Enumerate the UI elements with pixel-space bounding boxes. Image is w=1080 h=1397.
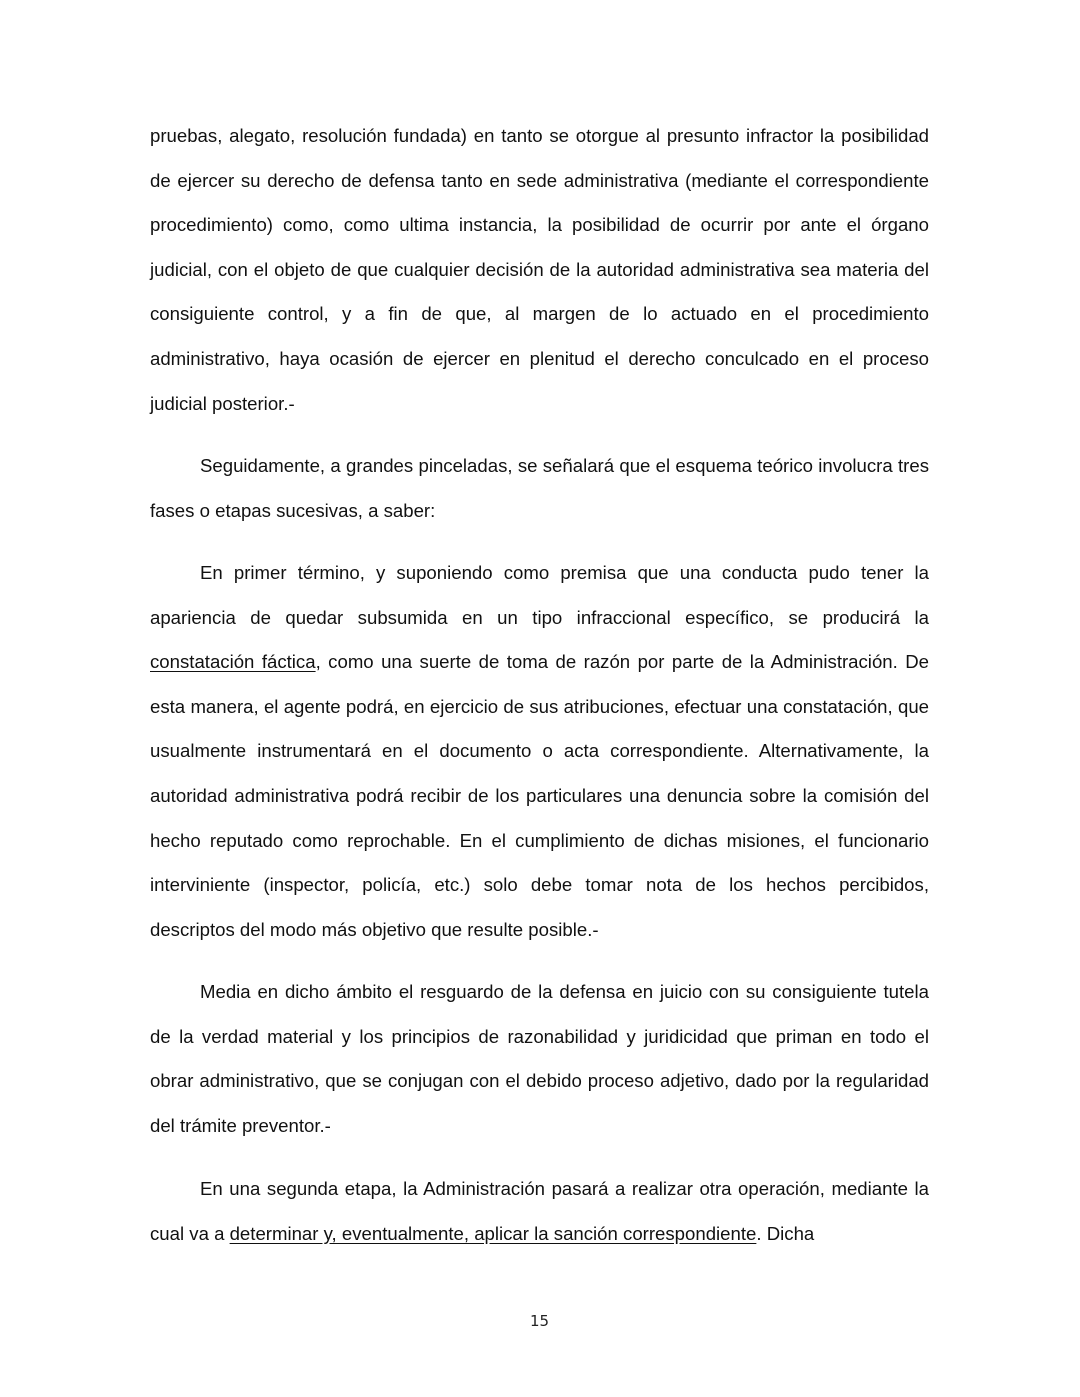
underlined-term-constatacion-factica: constatación fáctica <box>150 651 316 673</box>
paragraph-second-phase <box>150 1167 929 1256</box>
paragraph-defensa-en-juicio: Media en dicho ámbito el resguardo de la defensa en juicio con su consiguiente tutela de la verdad material y los principios de razonabilidad y juridicidad que priman en todo el obrar administrativo, que se conjugan con el debido proceso adjetivo, dado por la regularidad del trámite preventor.- <box>150 981 929 1136</box>
paragraph-second-phase-text-before: En una segunda etapa, la Administración pasará a realizar otra operación, mediante la cual va a <box>150 1178 929 1244</box>
paragraph-first-phase-text-before: En primer término, y suponiendo como premisa que una conducta pudo tener la apariencia de quedar subsumida en un tipo infraccional específico, se producirá la <box>150 562 929 628</box>
paragraph-first-phase-text-after: , como una suerte de toma de razón por parte de la Administración. De esta manera, el agente podrá, en ejercicio de sus atribuciones, efectuar una constatación, que usualmente instrumentará en el documento o acta correspondiente. Alternativamente, la autoridad administrativa podrá recibir de los particulares una denuncia sobre la comisión del hecho reputado como reprochable. En el cumplimiento de dichas misiones, el funcionario interviniente (inspector, policía, etc.) solo debe tomar nota de los hechos percibidos, descriptos del modo más objetivo que resulte posible.- <box>150 651 929 940</box>
paragraph-three-phases-intro: Seguidamente, a grandes pinceladas, se señalará que el esquema teórico involucra tres fases o etapas sucesivas, a saber: <box>150 455 929 521</box>
page-number: 15 <box>529 1312 550 1330</box>
paragraph-second-phase-text-after: . Dicha <box>756 1222 815 1244</box>
paragraph-continuation: pruebas, alegato, resolución fundada) en tanto se otorgue al presunto infractor la posibilidad de ejercer su derecho de defensa tanto en sede administrativa (mediante el correspondiente procedimiento) como, como ultima instancia, la posibilidad de ocurrir por ante el órgano judicial, con el objeto de que cualquier decisión de la autoridad administrativa sea materia del consiguiente control, y a fin de que, al margen de lo actuado en el procedimiento administrativo, haya ocasión de ejercer en plenitud el derecho conculcado en el proceso judicial posterior.- <box>150 125 929 414</box>
paragraph-first-phase <box>150 551 929 952</box>
document-page <box>150 0 929 1397</box>
underlined-term-determinar-sancion: determinar y, eventualmente, aplicar la sanción correspondiente <box>229 1222 757 1244</box>
